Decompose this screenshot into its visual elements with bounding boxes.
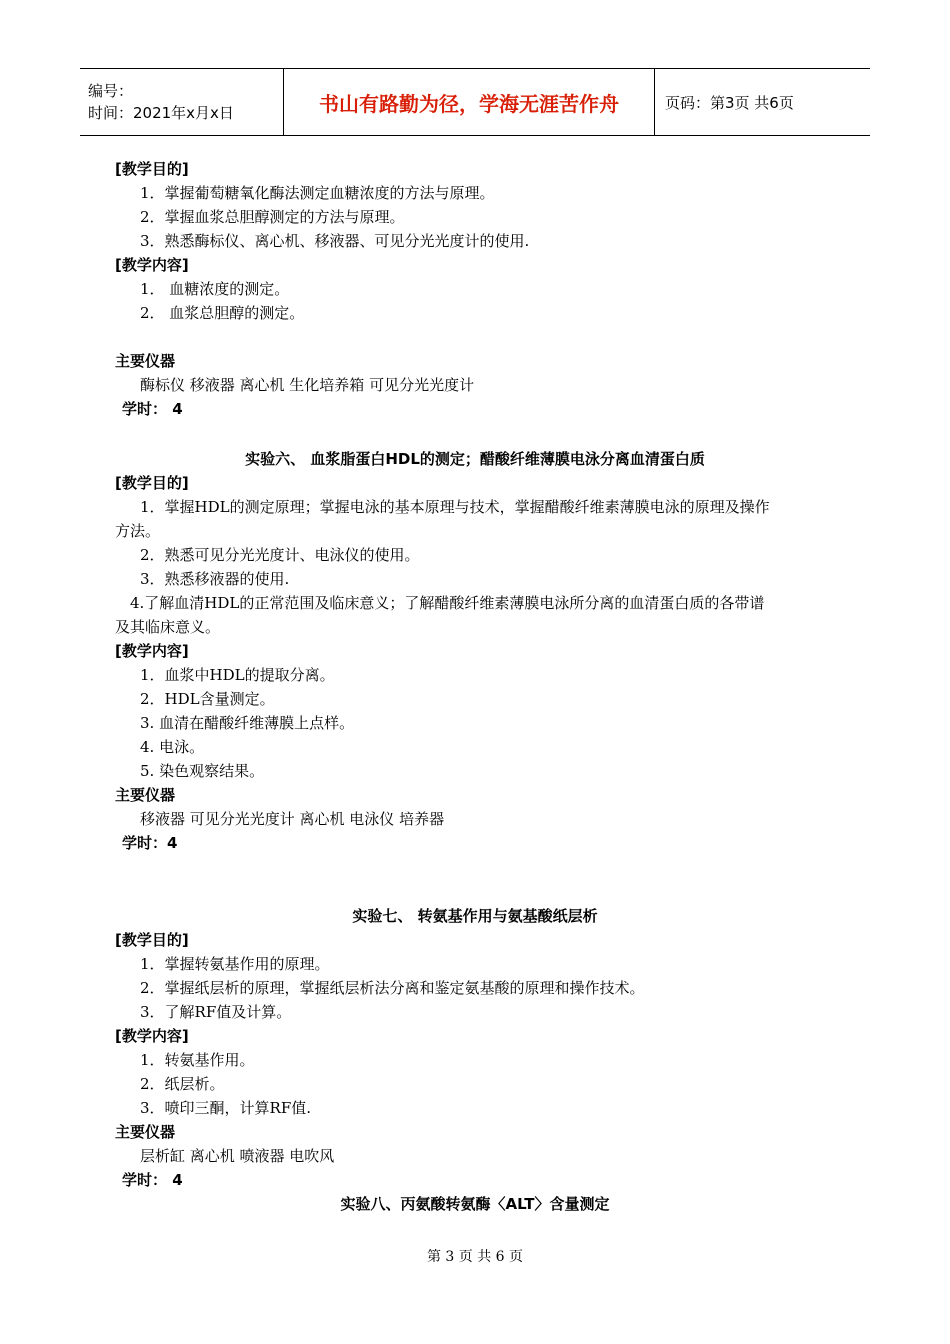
text-line: 2． 血浆总胆醇的测定。 <box>140 304 305 322</box>
section-heading: 实验六、 血浆脂蛋白HDL的测定；醋酸纤维薄膜电泳分离血清蛋白质 <box>245 450 705 468</box>
text-line: [教学内容] <box>115 642 189 660</box>
text-line: [教学目的] <box>115 474 189 492</box>
text-line: 2．掌握血浆总胆醇测定的方法与原理。 <box>140 208 405 226</box>
page-number: 页码：第3页 共6页 <box>665 93 794 112</box>
text-line: [教学目的] <box>115 160 189 178</box>
text-line: [教学内容] <box>115 1027 189 1045</box>
page-footer <box>0 1246 950 1266</box>
text-line: 4.了解血清HDL的正常范围及临床意义；了解醋酸纤维素薄膜电泳所分离的血清蛋白质的各带谱 <box>130 594 765 612</box>
document-code: 编号： <box>88 82 134 100</box>
header-info <box>80 69 283 135</box>
text-line: [教学内容] <box>115 256 189 274</box>
text-line: 1． 血糖浓度的测定。 <box>140 280 290 298</box>
text-line: 层析缸 离心机 喷液器 电吹风 <box>140 1147 335 1165</box>
text-line: 学时： 4 <box>122 400 183 418</box>
text-line: 1．掌握HDL的测定原理；掌握电泳的基本原理与技术，掌握醋酸纤维素薄膜电泳的原理及操作 <box>140 498 770 516</box>
text-line: 学时： 4 <box>122 1171 183 1189</box>
text-line: 学时：4 <box>122 834 178 852</box>
footer-page-text: 第 3 页 共 6 页 <box>426 1249 524 1265</box>
text-line: 主要仪器 <box>115 786 176 804</box>
section-heading: 实验七、 转氨基作用与氨基酸纸层析 <box>352 907 598 925</box>
section-heading: 实验八、丙氨酸转氨酶〈ALT〉含量测定 <box>340 1195 610 1213</box>
header-motto-cell <box>283 69 655 135</box>
document-date: 时间：2021年x月x日 <box>88 104 234 122</box>
text-line: 1．掌握葡萄糖氧化酶法测定血糖浓度的方法与原理。 <box>140 184 495 202</box>
text-line: 及其临床意义。 <box>115 618 221 636</box>
text-line: 3．熟悉移液器的使用. <box>140 570 290 588</box>
text-line: 4. 电泳。 <box>140 738 205 756</box>
text-line: 主要仪器 <box>115 1123 176 1141</box>
text-line: [教学目的] <box>115 931 189 949</box>
text-line: 酶标仪 移液器 离心机 生化培养箱 可见分光光度计 <box>140 376 475 394</box>
text-line: 2．熟悉可见分光光度计、电泳仪的使用。 <box>140 546 420 564</box>
motto: 书山有路勤为径，学海无涯苦作舟 <box>319 91 619 116</box>
text-line: 主要仪器 <box>115 352 176 370</box>
text-line: 2．纸层析。 <box>140 1075 225 1093</box>
page-header <box>80 68 870 136</box>
text-line: 5. 染色观察结果。 <box>140 762 265 780</box>
text-line: 3．熟悉酶标仪、离心机、移液器、可见分光光度计的使用. <box>140 232 530 250</box>
header-page-cell <box>655 69 870 135</box>
text-line: 3. 血清在醋酸纤维薄膜上点样。 <box>140 714 355 732</box>
text-line: 2．HDL含量测定。 <box>140 690 275 708</box>
text-line: 移液器 可见分光光度计 离心机 电泳仪 培养器 <box>140 810 445 828</box>
text-line: 3．喷印三酮，计算RF值. <box>140 1099 312 1117</box>
text-line: 3．了解RF值及计算。 <box>140 1003 292 1021</box>
text-line: 1．掌握转氨基作用的原理。 <box>140 955 330 973</box>
text-line: 1．转氨基作用。 <box>140 1051 255 1069</box>
text-line: 方法。 <box>115 522 161 540</box>
text-line: 1．血浆中HDL的提取分离。 <box>140 666 335 684</box>
text-line: 2．掌握纸层析的原理，掌握纸层析法分离和鉴定氨基酸的原理和操作技术。 <box>140 979 645 997</box>
